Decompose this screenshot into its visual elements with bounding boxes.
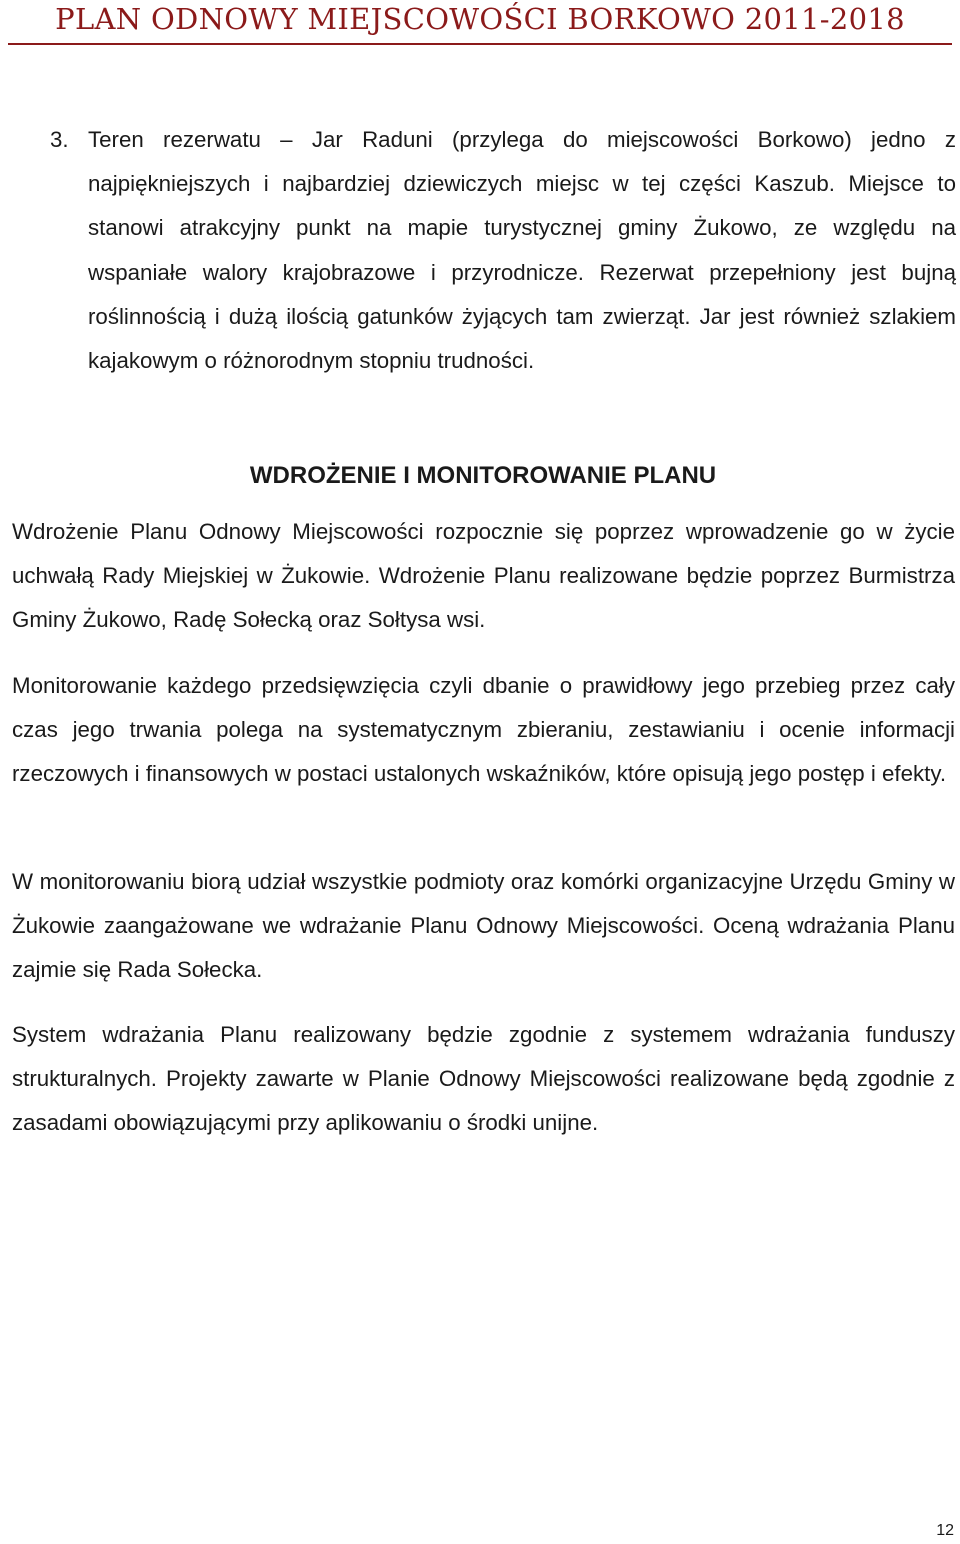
paragraph-system: System wdrażania Planu realizowany będzie zgodnie z systemem wdrażania funduszy strukturalnych. Projekty zawarte w Planie Odnowy Miejscowości realizowane będą zgodnie z zasadami obowiązującymi przy aplikowaniu o środki unijne. [12,1022,955,1135]
paragraph-participants: W monitorowaniu biorą udział wszystkie podmioty oraz komórki organizacyjne Urzędu Gminy w Żukowie zaangażowane we wdrażanie Planu Odnowy Miejscowości. Oceną wdrażania Planu zajmie się Rada Sołecka. [12,869,955,982]
page-number: 12 [936,1522,954,1539]
section-heading: WDROŻENIE I MONITOROWANIE PLANU [249,462,717,489]
list-item-number: 3. [50,127,69,152]
document-title: PLAN ODNOWY MIEJSCOWOŚCI BORKOWO 2011-2018 [55,2,905,36]
paragraph-implementation: Wdrożenie Planu Odnowy Miejscowości rozpocznie się poprzez wprowadzenie go w życie uchwałą Rady Miejskiej w Żukowie. Wdrożenie Planu realizowane będzie poprzez Burmistrza Gminy Żukowo, Radę Sołecką oraz Sołtysa wsi. [12,519,955,632]
page-header [0,0,960,48]
header-divider [8,43,952,45]
paragraph-monitoring: Monitorowanie każdego przedsięwzięcia czyli dbanie o prawidłowy jego przebieg przez cały czas jego trwania polega na systematycznym zbieraniu, zestawianiu i ocenie informacji rzeczowych i finansowych w postaci ustalonych wskaźników, które opisują jego postęp i efekty. [12,673,955,786]
list-item-text: Teren rezerwatu – Jar Raduni (przylega do miejscowości Borkowo) jedno z najpiękniejszych i najbardziej dziewiczych miejsc w tej części Kaszub. Miejsce to stanowi atrakcyjny punkt na mapie turystycznej gminy Żukowo, ze względu na wspaniałe walory krajobrazowe i przyrodnicze. Rezerwat przepełniony jest bujną roślinnością i dużą ilością gatunków żyjących tam zwierząt. Jar jest również szlakiem kajakowym o różnorodnym stopniu trudności. [88,127,956,374]
